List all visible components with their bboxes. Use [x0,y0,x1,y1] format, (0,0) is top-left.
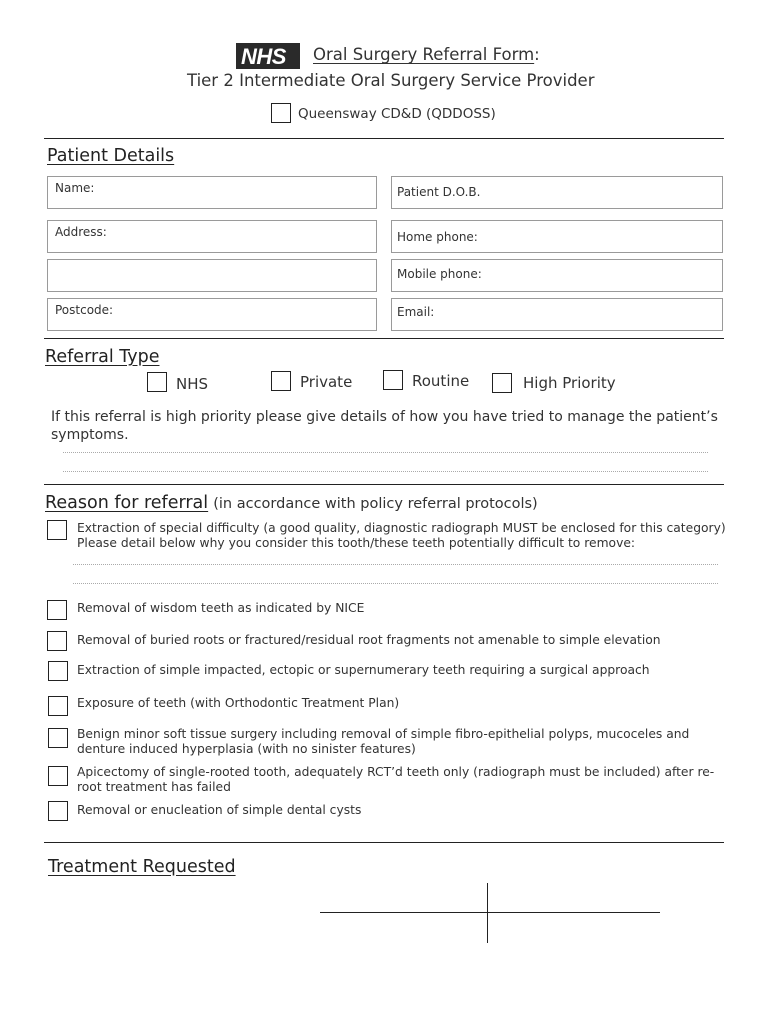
answer-line[interactable] [73,583,718,584]
treatment-heading: Treatment Requested [48,857,236,877]
form-title [313,45,540,64]
reason-heading [45,493,538,513]
home-phone-label: Home phone: [397,230,478,244]
postcode-field[interactable] [47,298,377,331]
high-priority-note: If this referral is high priority please give details of how you have tried to manage the patient’s symptoms. [51,409,718,443]
reason-apicectomy-checkbox[interactable] [48,766,68,786]
referral-private-label: Private [300,373,353,391]
nhs-logo [236,43,300,69]
mobile-phone-field[interactable] [391,259,723,292]
email-label: Email: [397,305,435,319]
reason-exposure-checkbox[interactable] [48,696,68,716]
reason-soft-tissue-label: Benign minor soft tissue surgery including removal of simple fibro-epithelial polyps, mucoceles and denture induced hyperplasia (with no sinister features) [77,727,690,756]
reason-exposure-label: Exposure of teeth (with Orthodontic Treatment Plan) [77,696,400,710]
dob-field[interactable] [391,176,723,209]
reason-special-difficulty-instruction: Please detail below why you consider this tooth/these teeth potentially difficult to remove: [77,536,636,550]
provider-checkbox[interactable] [271,103,291,123]
reason-apicectomy-label: Apicectomy of single-rooted tooth, adequately RCT’d teeth only (radiograph must be included) after re-root treatment has failed [77,765,715,794]
reason-soft-tissue-checkbox[interactable] [48,728,68,748]
answer-line[interactable] [63,452,708,453]
patient-details-heading: Patient Details [47,146,175,166]
tooth-chart-horizontal[interactable] [320,912,660,913]
answer-line[interactable] [73,564,718,565]
referral-private-checkbox[interactable] [271,371,291,391]
reason-special-difficulty-checkbox[interactable] [47,520,67,540]
reason-buried-roots-checkbox[interactable] [47,631,67,651]
referral-high-priority-checkbox[interactable] [492,373,512,393]
mobile-phone-label: Mobile phone: [397,267,482,281]
divider [44,484,724,485]
referral-nhs-checkbox[interactable] [147,372,167,392]
name-field[interactable] [47,176,377,209]
nhs-logo-text: NHS [241,44,286,69]
provider-label: Queensway CD&D (QDDOSS) [298,106,496,122]
name-label: Name: [55,181,95,195]
divider [44,842,724,843]
reason-buried-roots-label: Removal of buried roots or fractured/residual root fragments not amenable to simple elevation [77,633,661,647]
reason-cysts-checkbox[interactable] [48,801,68,821]
reason-wisdom-teeth-label: Removal of wisdom teeth as indicated by NICE [77,601,365,615]
home-phone-field[interactable] [391,220,723,253]
divider [44,138,724,139]
email-field[interactable] [391,298,723,331]
form-title-colon: : [534,45,540,64]
divider [44,338,724,339]
reason-cysts-label: Removal or enucleation of simple dental cysts [77,803,362,817]
postcode-label: Postcode: [55,303,114,317]
reason-special-difficulty-label: Extraction of special difficulty (a good quality, diagnostic radiograph MUST be enclosed for this category) [77,521,726,535]
form-title-text: Oral Surgery Referral Form [313,45,535,64]
tooth-chart-vertical[interactable] [487,883,488,943]
address-line-2-field[interactable] [47,259,377,292]
referral-high-priority-label: High Priority [523,374,616,392]
reason-impacted-teeth-label: Extraction of simple impacted, ectopic or supernumerary teeth requiring a surgical approach [77,663,650,677]
referral-routine-checkbox[interactable] [383,370,403,390]
answer-line[interactable] [63,471,708,472]
address-field[interactable] [47,220,377,253]
reason-wisdom-teeth-checkbox[interactable] [47,600,67,620]
referral-nhs-label: NHS [176,375,209,393]
form-subtitle: Tier 2 Intermediate Oral Surgery Service Provider [187,71,595,90]
referral-type-heading: Referral Type [45,347,160,367]
reason-impacted-teeth-checkbox[interactable] [48,661,68,681]
reason-heading-text: Reason for referral [45,493,209,513]
referral-routine-label: Routine [412,372,470,390]
address-label: Address: [55,225,107,239]
reason-heading-note: (in accordance with policy referral protocols) [213,496,538,512]
dob-label: Patient D.O.B. [397,185,481,199]
